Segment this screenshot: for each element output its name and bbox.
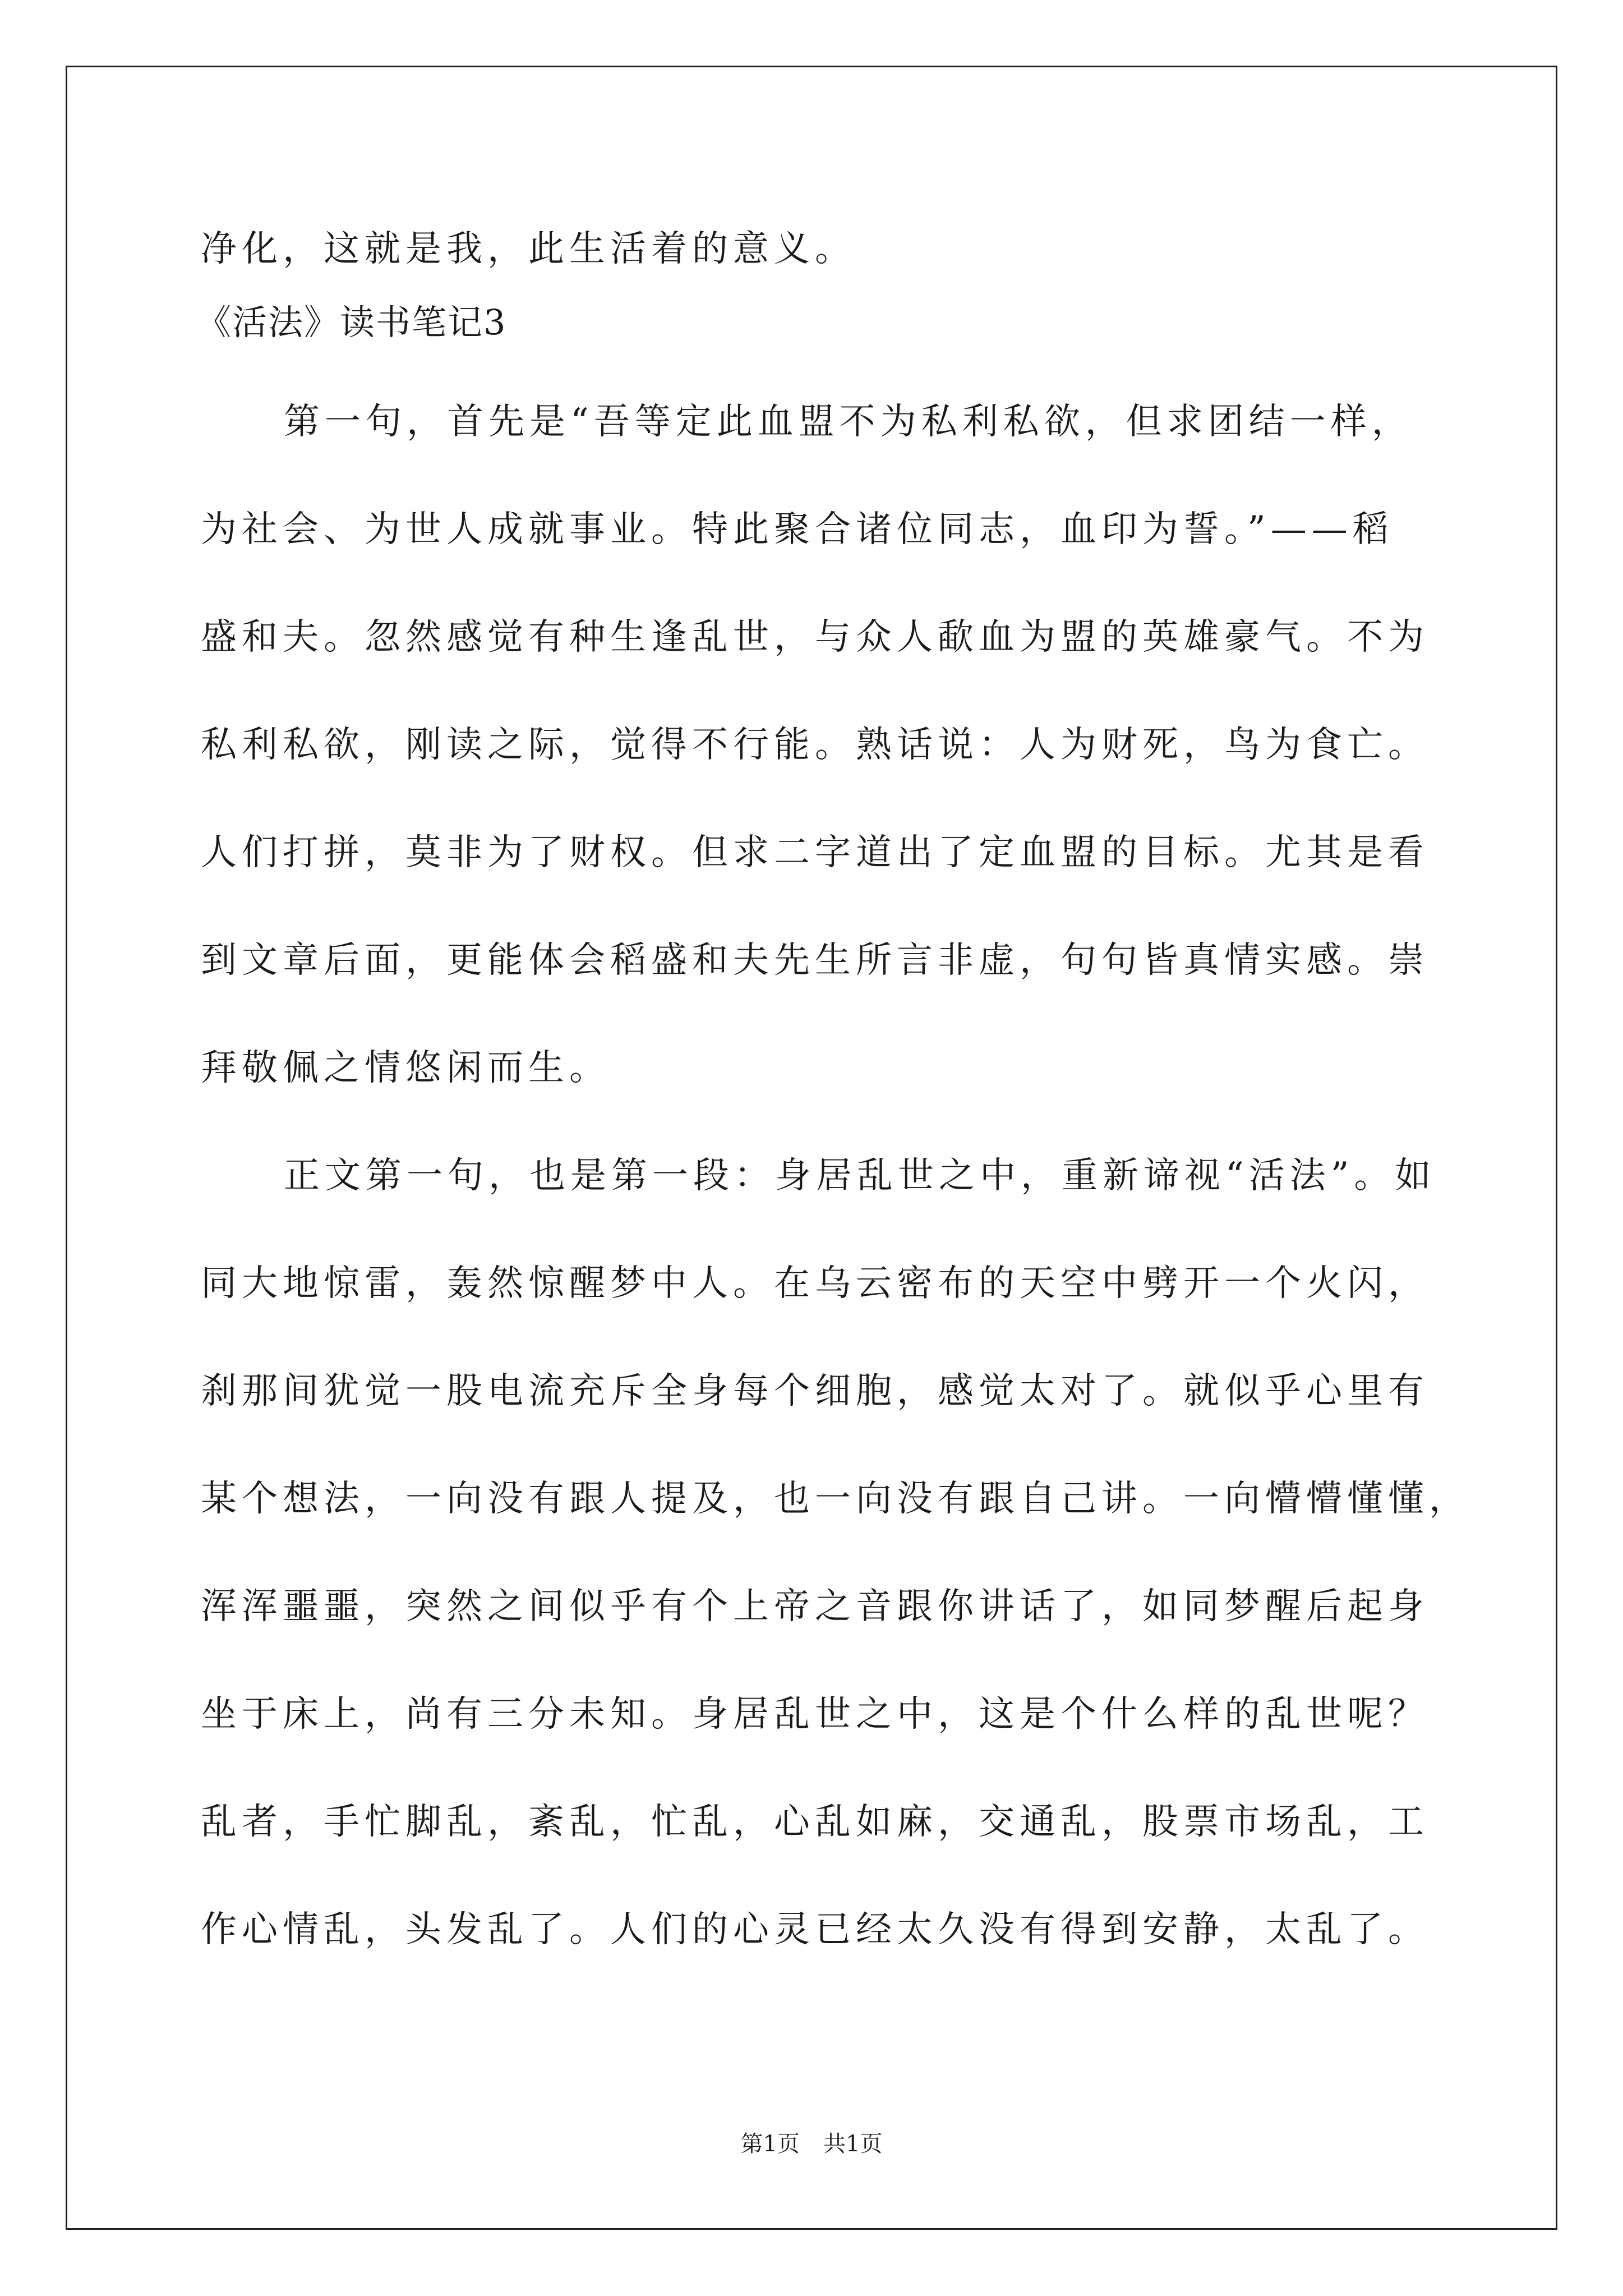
- text-line-6: 私利私欲，刚读之际，觉得不行能。熟话说：人为财死，鸟为食亡。: [201, 724, 1429, 766]
- page-footer: [0, 2133, 1623, 2155]
- page-number: 第1页: [740, 2131, 800, 2157]
- paragraph-2-first-line: 正文第一句，也是第一段：身居乱世之中，重新谛视“活法”。如: [284, 1155, 1436, 1197]
- text-line-15: 坐于床上，尚有三分未知。身居乱世之中，这是个什么样的乱世呢？: [201, 1694, 1429, 1735]
- text-line-9: 拜敬佩之情悠闲而生。: [201, 1047, 610, 1089]
- text-line-16: 乱者，手忙脚乱，紊乱，忙乱，心乱如麻，交通乱，股票市场乱，工: [201, 1801, 1429, 1843]
- text-line-13: 某个想法，一向没有跟人提及，也一向没有跟自己讲。一向懵懵懂懂，: [201, 1478, 1470, 1520]
- text-line-7: 人们打拼，莫非为了财权。但求二字道出了定血盟的目标。尤其是看: [201, 832, 1429, 873]
- page-total: 共1页: [823, 2131, 883, 2157]
- text-line-1: 净化，这就是我，此生活着的意义。: [201, 228, 856, 270]
- text-line-17: 作心情乱，头发乱了。人们的心灵已经太久没有得到安静，太乱了。: [201, 1909, 1429, 1950]
- paragraph-1-first-line: 第一句，首先是“吾等定此血盟不为私利私欲，但求团结一样，: [284, 401, 1413, 443]
- text-line-14: 浑浑噩噩，突然之间似乎有个上帝之音跟你讲话了，如同梦醒后起身: [201, 1586, 1429, 1627]
- text-line-11: 同大地惊雷，轰然惊醒梦中人。在乌云密布的天空中劈开一个火闪，: [201, 1263, 1429, 1304]
- text-line-12: 刹那间犹觉一股电流充斥全身每个细胞，感觉太对了。就似乎心里有: [201, 1370, 1429, 1412]
- section-title: 《活法》读书笔记3: [196, 302, 507, 343]
- text-line-4: 为社会、为世人成就事业。特此聚合诸位同志，血印为誓。”——稻: [201, 509, 1394, 550]
- text-line-5: 盛和夫。忽然感觉有种生逢乱世，与众人歃血为盟的英雄豪气。不为: [201, 616, 1429, 658]
- text-line-8: 到文章后面，更能体会稻盛和夫先生所言非虚，句句皆真情实感。崇: [201, 940, 1429, 981]
- page-border: [66, 66, 1557, 2230]
